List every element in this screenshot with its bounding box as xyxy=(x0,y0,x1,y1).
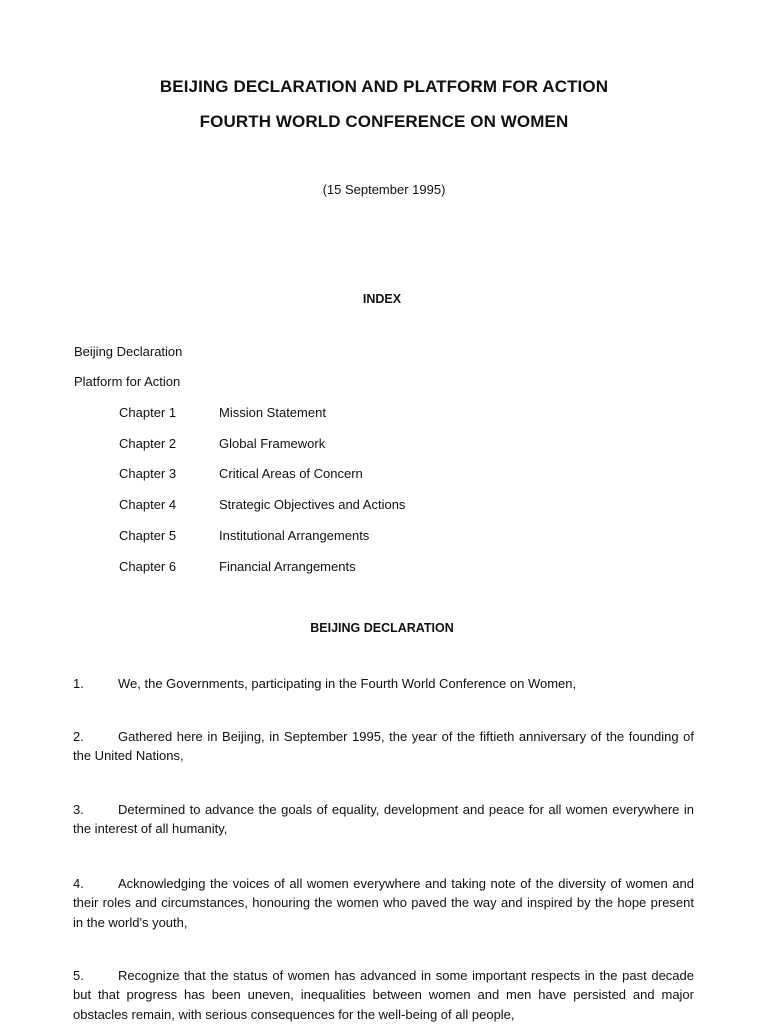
chapter-title: Financial Arrangements xyxy=(219,559,356,574)
paragraph-text: Recognize that the status of women has advanced in some important respects in the past decade but that progress has been uneven, inequalities between women and men have persisted and major obstacles remain, with serious consequences for the well-being of all people, xyxy=(73,968,694,1022)
chapter-title: Mission Statement xyxy=(219,405,326,420)
declaration-paragraph-1 xyxy=(73,674,694,693)
index-chapter-3 xyxy=(119,466,679,484)
paragraph-number: 5. xyxy=(73,968,84,983)
chapter-title: Global Framework xyxy=(219,436,326,451)
paragraph-number: 2. xyxy=(73,729,84,744)
declaration-paragraph-3 xyxy=(73,800,694,839)
declaration-paragraph-2 xyxy=(73,727,694,766)
paragraph-number: 4. xyxy=(73,876,84,891)
paragraph-text: We, the Governments, participating in the Fourth World Conference on Women, xyxy=(118,676,577,691)
index-entry-platform-for-action: Platform for Action xyxy=(74,374,181,389)
document-title: BEIJING DECLARATION AND PLATFORM FOR ACTION xyxy=(159,77,609,96)
index-chapter-1 xyxy=(119,405,679,423)
chapter-number: Chapter 2 xyxy=(119,436,177,451)
declaration-paragraph-4 xyxy=(73,874,694,932)
index-chapter-5 xyxy=(119,528,679,546)
chapter-number: Chapter 4 xyxy=(119,497,177,512)
chapter-number: Chapter 6 xyxy=(119,559,177,574)
paragraph-text: Gathered here in Beijing, in September 1995, the year of the fiftieth anniversary of the founding of the United Nations, xyxy=(73,729,694,764)
chapter-number: Chapter 3 xyxy=(119,466,177,481)
index-entry-beijing-declaration: Beijing Declaration xyxy=(74,344,183,359)
document-subtitle: FOURTH WORLD CONFERENCE ON WOMEN xyxy=(199,112,569,131)
paragraph-text: Determined to advance the goals of equality, development and peace for all women everywhere in the interest of all humanity, xyxy=(73,802,694,837)
index-chapter-2 xyxy=(119,436,679,454)
declaration-paragraph-5 xyxy=(73,966,694,1024)
index-chapter-6 xyxy=(119,559,679,577)
paragraph-number: 3. xyxy=(73,802,84,817)
chapter-title: Critical Areas of Concern xyxy=(219,466,363,481)
paragraph-number: 1. xyxy=(73,676,84,691)
document-date: (15 September 1995) xyxy=(322,182,446,197)
index-heading: INDEX xyxy=(362,292,402,306)
chapter-number: Chapter 1 xyxy=(119,405,177,420)
chapter-title: Institutional Arrangements xyxy=(219,528,370,543)
paragraph-text: Acknowledging the voices of all women everywhere and taking note of the diversity of women and their roles and circumstances, honouring the women who paved the way and inspired by the hope present in the world's youth, xyxy=(73,876,694,930)
chapter-title: Strategic Objectives and Actions xyxy=(219,497,406,512)
index-chapter-4 xyxy=(119,497,679,515)
declaration-heading: BEIJING DECLARATION xyxy=(310,621,454,635)
chapter-number: Chapter 5 xyxy=(119,528,177,543)
